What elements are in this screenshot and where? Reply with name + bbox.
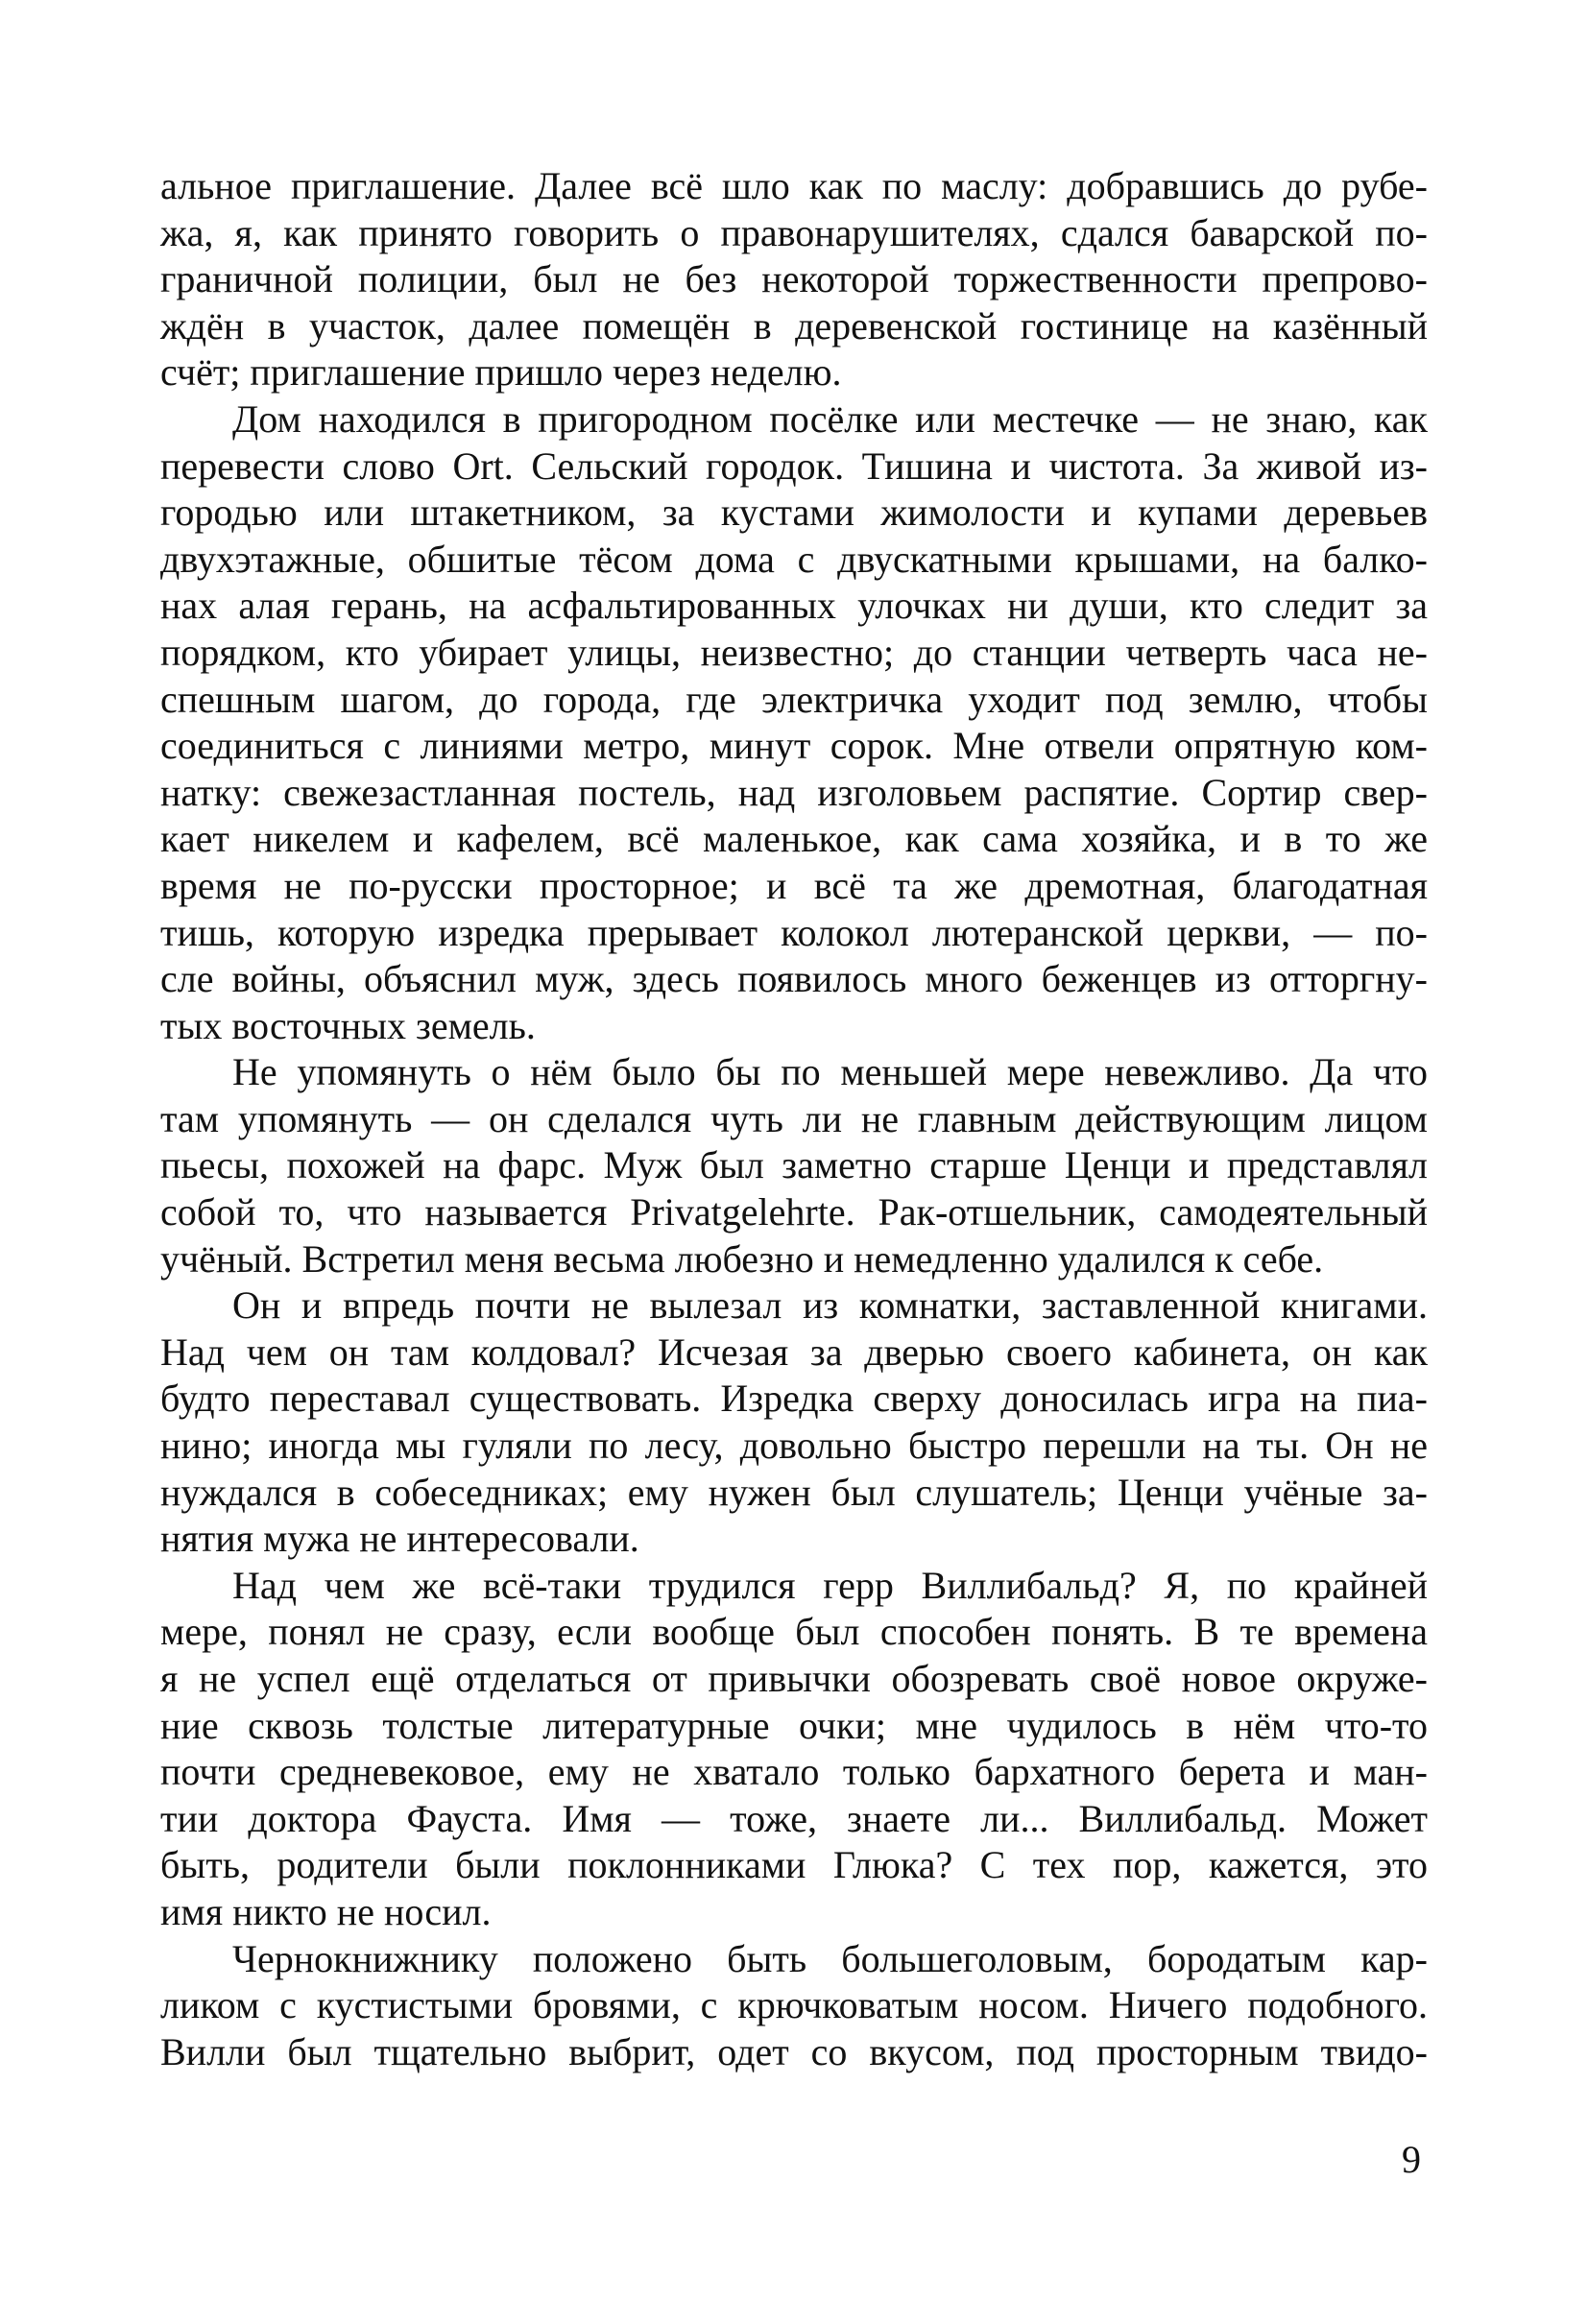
text-line: Чернокнижнику положено быть большеголовым, бородатым кар- bbox=[232, 1936, 1428, 1980]
text-line: соединиться с линиями метро, минут сорок. Мне отвели опрятную ком- bbox=[160, 724, 1428, 768]
text-line: пьесы, похожей на фарс. Муж был заметно старше Ценци и представлял bbox=[160, 1143, 1428, 1187]
text-line: Вилли был тщательно выбрит, одет со вкусом, под просторным твидо- bbox=[160, 2029, 1428, 2073]
text-line: Над чем он там колдовал? Исчезая за дверью своего кабинета, он как bbox=[160, 1330, 1428, 1374]
text-line: ликом с кустистыми бровями, с крючковатым носом. Ничего подобного. bbox=[160, 1983, 1428, 2027]
text-line: порядком, кто убирает улицы, неизвестно; до станции четверть часа не- bbox=[160, 630, 1428, 674]
paragraph bbox=[160, 1282, 1428, 1563]
text-line: там упомянуть — он сделался чуть ли не главным действующим лицом bbox=[160, 1096, 1428, 1140]
text-line: почти средневековое, ему не хватало только бархатного берета и ман- bbox=[160, 1750, 1428, 1794]
text-line: тишь, которую изредка прерывает колокол лютеранской церкви, — по- bbox=[160, 910, 1428, 954]
text-line: учёный. Встретил меня весьма любезно и немедленно удалился к себе. bbox=[160, 1236, 1324, 1281]
text-line: ждён в участок, далее помещён в деревенской гостинице на казённый bbox=[160, 303, 1428, 347]
text-line: Он и впредь почти не вылезал из комнатки, заставленной книгами. bbox=[232, 1283, 1428, 1328]
text-line: двухэтажные, обшитые тёсом дома с двускатными крышами, на балко- bbox=[160, 537, 1428, 581]
text-line: нятия мужа не интересовали. bbox=[160, 1517, 639, 1561]
paragraph bbox=[160, 163, 1428, 396]
text-line: жа, я, как принято говорить о правонарушителях, сдался баварской по- bbox=[160, 210, 1428, 254]
text-line: Дом находился в пригородном посёлке или местечке — не знаю, как bbox=[232, 396, 1428, 441]
text-line: собой то, что называется Privatgelehrte. Рак-отшельник, самодеятельный bbox=[160, 1190, 1428, 1234]
text-line: Не упомянуть о нём было бы по меньшей мере невежливо. Да что bbox=[232, 1050, 1428, 1094]
text-line: счёт; приглашение пришло через неделю. bbox=[160, 350, 842, 395]
text-line: тых восточных земель. bbox=[160, 1003, 536, 1047]
text-line: нино; иногда мы гуляли по лесу, довольно быстро перешли на ты. Он не bbox=[160, 1424, 1428, 1468]
paragraph bbox=[160, 396, 1428, 1049]
text-line: перевести слово Ort. Сельский городок. Тишина и чистота. За живой из- bbox=[160, 443, 1428, 488]
text-line: сле войны, объяснил муж, здесь появилось много беженцев из отторгну- bbox=[160, 957, 1428, 1001]
text-line: спешным шагом, до города, где электричка уходит под землю, чтобы bbox=[160, 677, 1428, 721]
text-line: городью или штакетником, за кустами жимолости и купами деревьев bbox=[160, 491, 1428, 535]
text-line: нах алая герань, на асфальтированных улочках ни души, кто следит за bbox=[160, 584, 1428, 628]
paragraph bbox=[160, 1936, 1428, 2076]
text-line: Над чем же всё-таки трудился герр Виллибальд? Я, по крайней bbox=[232, 1563, 1428, 1607]
text-line: я не успел ещё отделаться от привычки обозревать своё новое окруже- bbox=[160, 1657, 1428, 1700]
text-line: ние сквозь толстые литературные очки; мне чудилось в нём что-то bbox=[160, 1703, 1428, 1747]
paragraph bbox=[160, 1049, 1428, 1282]
text-line: кает никелем и кафелем, всё маленькое, как сама хозяйка, и в то же bbox=[160, 817, 1428, 861]
text-line: альное приглашение. Далее всё шло как по маслу: добравшись до рубе- bbox=[160, 164, 1428, 207]
body-text bbox=[160, 163, 1428, 2075]
text-line: будто переставал существовать. Изредка сверху доносилась игра на пиа- bbox=[160, 1377, 1428, 1421]
text-line: имя никто не носил. bbox=[160, 1889, 492, 1933]
text-line: граничной полиции, был не без некоторой торжественности препрово- bbox=[160, 257, 1428, 301]
paragraph bbox=[160, 1563, 1428, 1936]
text-line: мере, понял не сразу, если вообще был способен понять. В те времена bbox=[160, 1610, 1428, 1654]
page-number: 9 bbox=[1402, 2138, 1421, 2181]
text-line: натку: свежезастланная постель, над изголовьем распятие. Сортир свер- bbox=[160, 770, 1428, 814]
text-line: нуждался в собеседниках; ему нужен был слушатель; Ценци учёные за- bbox=[160, 1470, 1428, 1514]
text-line: быть, родители были поклонниками Глюка? С тех пор, кажется, это bbox=[160, 1843, 1428, 1887]
text-line: время не по-русски просторное; и всё та же дремотная, благодатная bbox=[160, 863, 1428, 907]
text-line: тии доктора Фауста. Имя — тоже, знаете ли... Виллибальд. Может bbox=[160, 1796, 1428, 1840]
